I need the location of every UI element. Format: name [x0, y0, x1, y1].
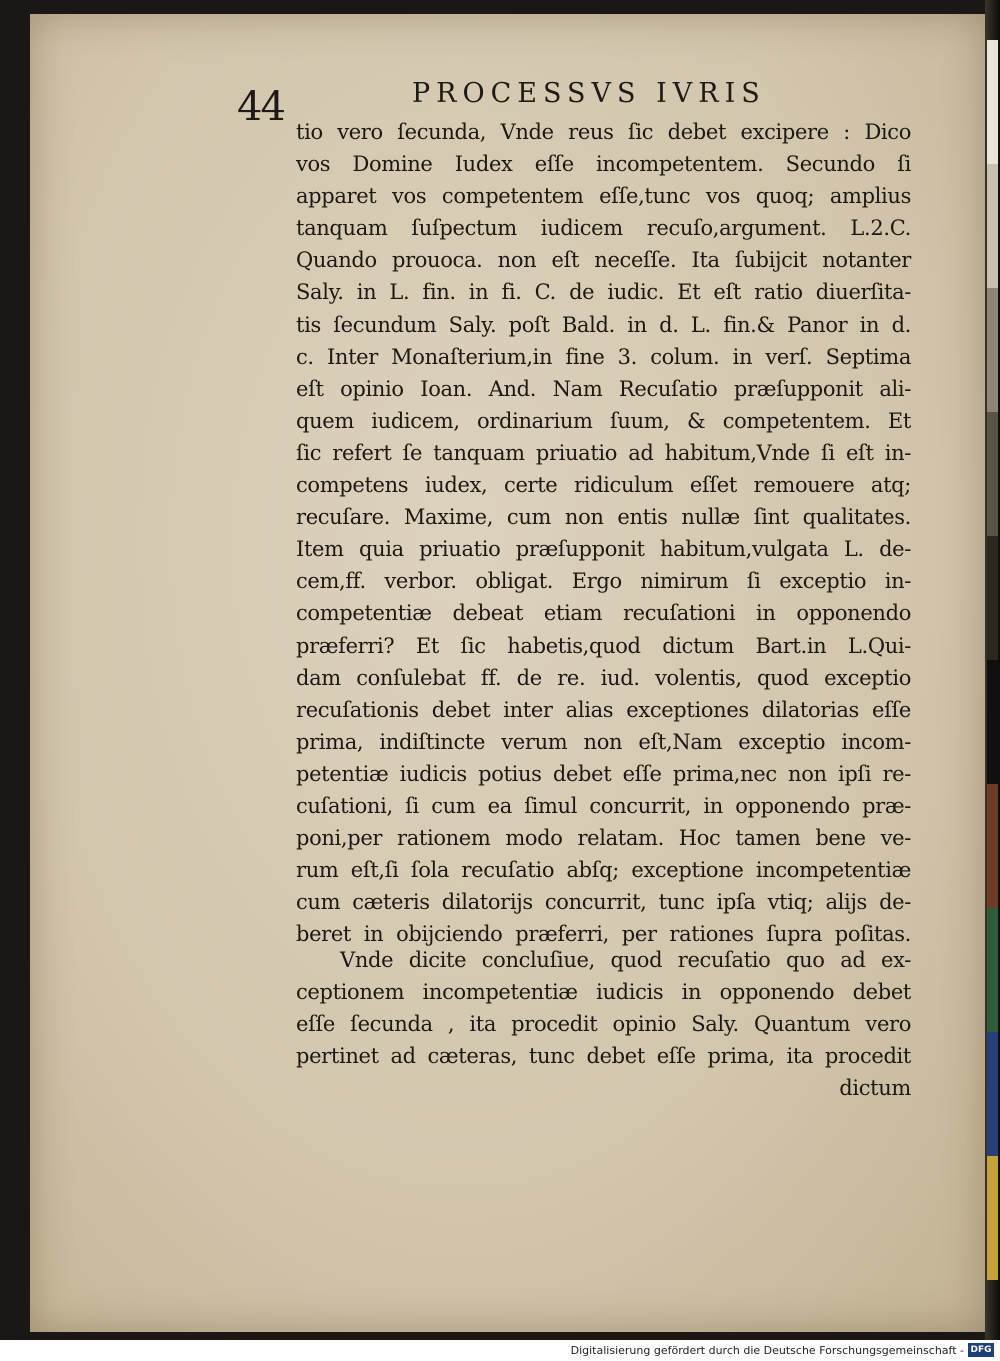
page-number: 44	[237, 84, 284, 130]
catchword: dictum	[839, 1076, 911, 1101]
text-line: competentiæ debeat etiam recuſationi in opponendo	[296, 601, 911, 626]
text-line: Vnde dicite concluſiue, quod recuſatio quo ad ex-	[340, 948, 911, 972]
dfg-logo-icon: DFG	[968, 1343, 994, 1357]
color-swatch	[987, 288, 998, 412]
running-head: PROCESSVS IVRIS	[412, 78, 766, 109]
color-swatch	[987, 164, 998, 288]
text-line: dam conſulebat ff. de re. iud. volentis, quod exceptio	[296, 665, 911, 690]
text-line: quem iudicem, ordinarium ſuum, & competentem. Et	[296, 408, 911, 433]
paragraph-2	[296, 944, 911, 1104]
text-line: cem,ff. verbor. obligat. Ergo nimirum ſi exceptio in-	[296, 569, 911, 594]
scan-edge	[985, 0, 1000, 1340]
color-calibration-bar	[987, 40, 998, 1280]
text-line: recuſare. Maxime, cum non entis nullæ ſint qualitates.	[296, 505, 911, 530]
color-swatch	[987, 1032, 998, 1156]
color-swatch	[987, 536, 998, 660]
text-line: beret in obijciendo præferri, per rationes ſupra poſitas.	[296, 922, 911, 947]
text-line: c. Inter Monaſterium,in fine 3. colum. in verſ. Septima	[296, 344, 911, 369]
text-line: ſic refert ſe tanquam priuatio ad habitum,Vnde ſi eſt in-	[296, 440, 911, 465]
paragraph-1	[296, 116, 911, 950]
text-line: eſt opinio Ioan. And. Nam Recuſatio præſupponit ali-	[296, 376, 911, 401]
text-line: præferri? Et ſic habetis,quod dictum Bart.in L.Qui-	[296, 633, 911, 658]
text-line: cum cæteris dilatorijs concurrit, tunc ipſa vtiq; alijs de-	[296, 890, 911, 915]
text-line: pertinet ad cæteras, tunc debet eſſe prima, ita procedit	[296, 1044, 911, 1069]
text-line: Item quia priuatio præſupponit habitum,vulgata L. de-	[296, 537, 911, 562]
text-line: tio vero ſecunda, Vnde reus ſic debet excipere : Dico	[296, 120, 911, 144]
color-swatch	[987, 412, 998, 536]
text-line: apparet vos competentem eſſe,tunc vos quoq; amplius	[296, 184, 911, 209]
text-line: poni,per rationem modo relatam. Hoc tamen bene ve-	[296, 826, 911, 851]
footer-bar	[0, 1340, 1000, 1361]
text-line: ceptionem incompetentiæ iudicis in opponendo debet	[296, 980, 911, 1005]
text-line: Quando prouoca. non eſt neceſſe. Ita ſubijcit notanter	[296, 248, 911, 273]
color-swatch	[987, 1156, 998, 1280]
funding-credit: Digitalisierung gefördert durch die Deutsche Forschungsgemeinschaft -	[570, 1344, 964, 1357]
text-line: prima, indiſtincte verum non eſt,Nam exceptio incom-	[296, 729, 911, 754]
color-swatch	[987, 660, 998, 784]
text-line: tanquam ſuſpectum iudicem recuſo,argument. L.2.C.	[296, 216, 911, 241]
color-swatch	[987, 40, 998, 164]
text-line: eſſe ſecunda , ita procedit opinio Saly. Quantum vero	[296, 1012, 911, 1037]
text-line: vos Domine Iudex eſſe incompetentem. Secundo ſi	[296, 152, 911, 177]
text-line: Saly. in L. fin. in fi. C. de iudic. Et eſt ratio diuerſita-	[296, 280, 911, 305]
text-line: tis ſecundum Saly. poſt Bald. in d. L. fin.& Panor in d.	[296, 312, 911, 337]
text-line: competens iudex, certe ridiculum eſſet remouere atq;	[296, 473, 911, 498]
text-line: rum eſt,ſi ſola recuſatio abſq; exceptione incompetentiæ	[296, 858, 911, 883]
text-line: petentiæ iudicis potius debet eſſe prima,nec non ipſi re-	[296, 761, 911, 786]
text-line: cuſationi, ſi cum ea ſimul concurrit, in opponendo præ-	[296, 793, 911, 818]
color-swatch	[987, 784, 998, 908]
color-swatch	[987, 908, 998, 1032]
text-line: recuſationis debet inter alias exceptiones dilatorias eſſe	[296, 697, 911, 722]
